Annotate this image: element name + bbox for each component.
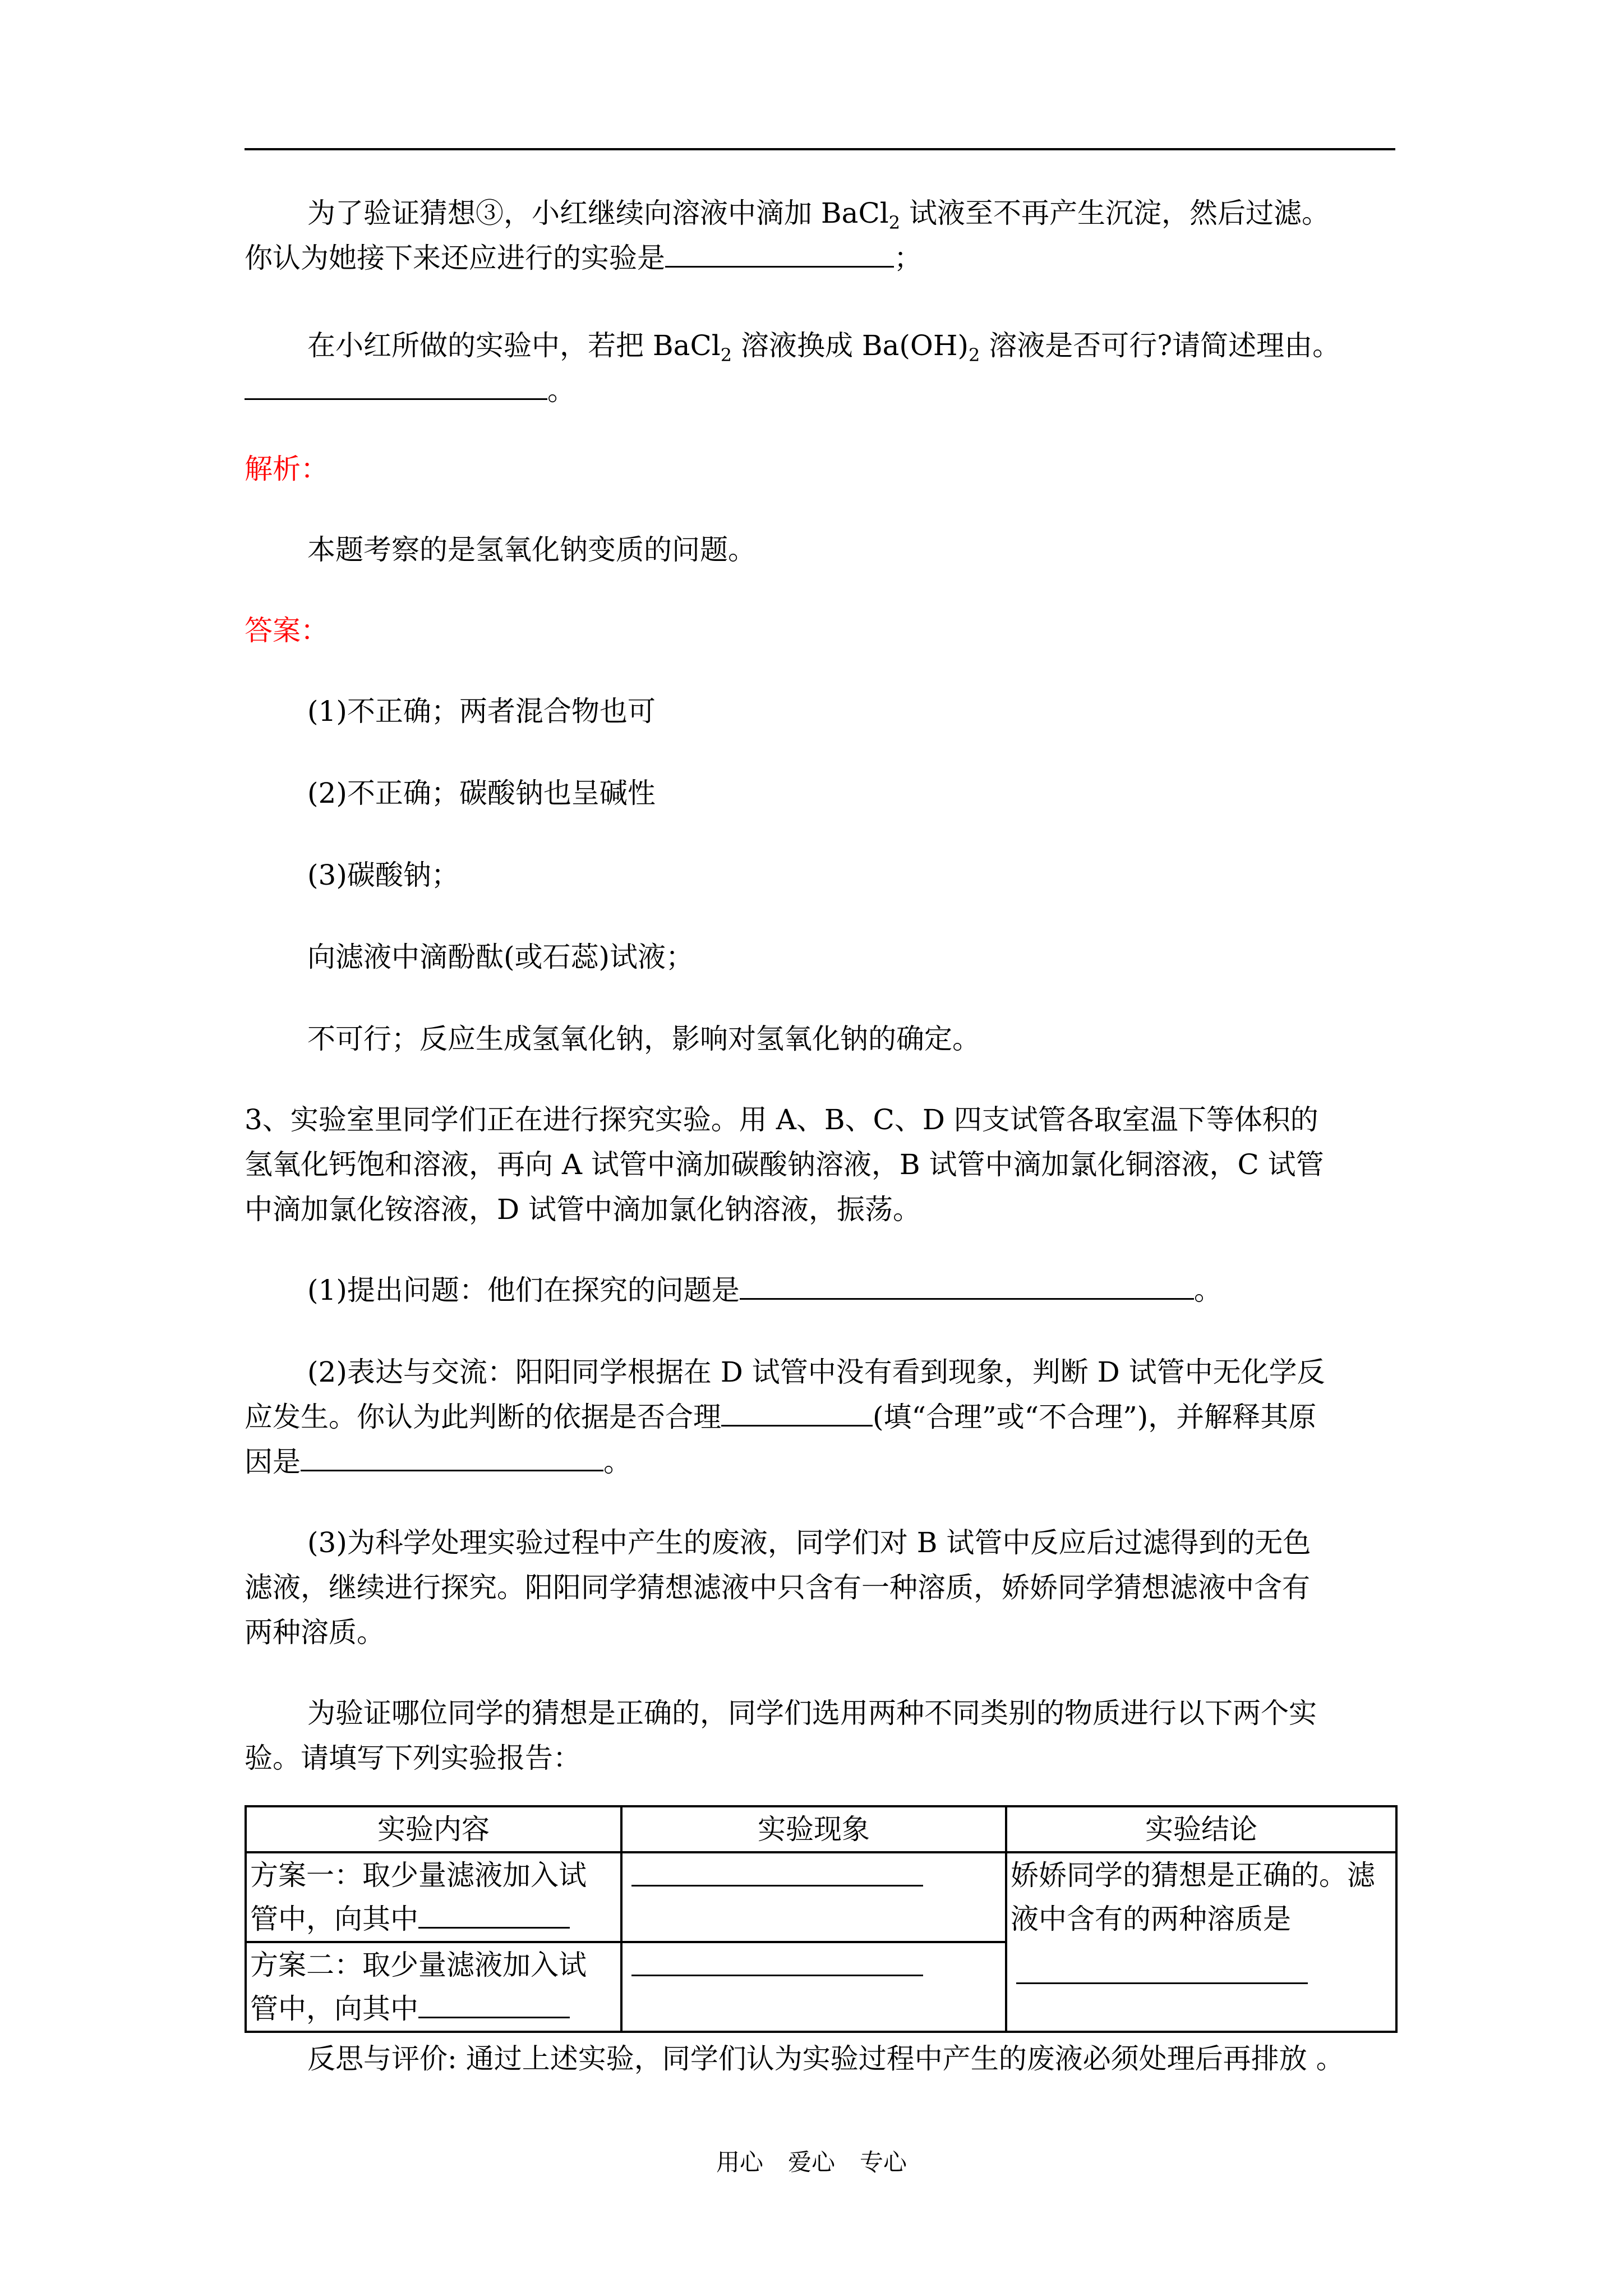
text: 溶液换成 Ba(OH): [732, 329, 969, 362]
question3-part3-line: (3)为科学处理实验过程中产生的废液，同学们对 B 试管中反应后过滤得到的无色: [307, 1526, 1311, 1559]
question3-intro-line: 氢氧化钙饱和溶液，再向 A 试管中滴加碳酸钠溶液，B 试管中滴加氯化铜溶液，C 试管: [245, 1148, 1324, 1181]
text: 管中，向其中: [250, 1993, 418, 2025]
text: 液中含有的两种溶质是: [1011, 1903, 1291, 1935]
question3-part3-line: 两种溶质。: [245, 1616, 385, 1649]
footer-text: 专心: [860, 2148, 907, 2176]
text: 管中，向其中: [250, 1903, 418, 1935]
text: 方案二：取少量滤液加入试: [250, 1949, 587, 1981]
question3-part2-line: [245, 1395, 1395, 1439]
text: 。: [603, 1446, 631, 1478]
table-header: 实验现象: [621, 1806, 1006, 1852]
answer-blank[interactable]: [1016, 1955, 1308, 1984]
table-header: 实验内容: [246, 1806, 621, 1852]
footer-text: 用心: [716, 2148, 763, 2176]
text: 因是: [245, 1446, 301, 1478]
answer-blank[interactable]: [631, 1858, 923, 1887]
question3-part1: [245, 1268, 1395, 1313]
table-header-row: [246, 1806, 1396, 1852]
answer-blank[interactable]: [721, 1398, 873, 1427]
paragraph-next-experiment: [245, 236, 1395, 280]
answer-blank[interactable]: [665, 239, 894, 268]
page-footer: [0, 2144, 1623, 2178]
table-row: [246, 1852, 1396, 1942]
analysis-label: 解析：: [245, 453, 329, 485]
question3-part3-line: 滤液，继续进行探究。阳阳同学猜想滤液中只含有一种溶质，娇娇同学猜想滤液中含有: [245, 1571, 1310, 1604]
answer-label: 答案：: [245, 614, 329, 647]
text: 。: [1193, 1274, 1222, 1306]
plan2-cell: [246, 1942, 621, 2032]
question3-part4-line: 为验证哪位同学的猜想是正确的，同学们选用两种不同类别的物质进行以下两个实: [307, 1697, 1317, 1729]
experiment-report-table: [245, 1805, 1398, 2033]
question3-part4-line: 验。请填写下列实验报告：: [245, 1742, 581, 1774]
paragraph-reason-blank: [245, 368, 1395, 413]
question3-intro-line: 3、实验室里同学们正在进行探究实验。用 A、B、C、D 四支试管各取室温下等体积的: [245, 1103, 1318, 1136]
text: 方案一：取少量滤液加入试: [250, 1859, 587, 1892]
answer-blank[interactable]: [245, 371, 547, 400]
phenomenon-cell: [621, 1942, 1006, 2032]
text: 为了验证猜想③，小红继续向溶液中滴加 BaCl: [307, 197, 889, 229]
answer-blank[interactable]: [418, 1990, 570, 2018]
subscript: 2: [969, 344, 980, 366]
text: ；: [894, 242, 922, 274]
answer-blank[interactable]: [631, 1948, 923, 1976]
text: (填“合理”或“不合理”)，并解释其原: [873, 1401, 1317, 1433]
subscript: 2: [888, 212, 901, 233]
reflection-text: 反思与评价: 通过上述实验，同学们认为实验过程中产生的废液必须处理后再排放 。: [307, 2042, 1344, 2075]
text: 试液至不再产生沉淀，然后过滤。: [900, 197, 1330, 229]
answer-item: 向滤液中滴酚酞(或石蕊)试液；: [307, 941, 694, 973]
answer-item: (2)不正确；碳酸钠也呈碱性: [307, 777, 656, 809]
text: (1)提出问题：他们在探究的问题是: [307, 1274, 740, 1306]
question3-part2-line: [245, 1439, 1395, 1484]
answer-blank[interactable]: [418, 1900, 570, 1929]
conclusion-cell: [1006, 1852, 1396, 2032]
answer-item: (3)碳酸钠；: [307, 859, 459, 891]
header-rule: [245, 148, 1395, 150]
analysis-text: 本题考察的是氢氧化钠变质的问题。: [307, 533, 756, 566]
footer-text: 爱心: [787, 2148, 835, 2176]
text: 你认为她接下来还应进行的实验是: [245, 242, 665, 274]
plan1-cell: [246, 1852, 621, 1942]
question3-intro-line: 中滴加氯化铵溶液，D 试管中滴加氯化钠溶液，振荡。: [245, 1193, 921, 1226]
answer-blank[interactable]: [740, 1271, 1194, 1300]
phenomenon-cell: [621, 1852, 1006, 1942]
text: 。: [547, 374, 575, 407]
text: 在小红所做的实验中，若把 BaCl: [307, 329, 721, 362]
question3-part2-line: (2)表达与交流：阳阳同学根据在 D 试管中没有看到现象，判断 D 试管中无化学反: [307, 1356, 1325, 1388]
text: 应发生。你认为此判断的依据是否合理: [245, 1401, 721, 1433]
subscript: 2: [720, 344, 732, 366]
answer-item: (1)不正确；两者混合物也可: [307, 695, 656, 728]
text: 溶液是否可行?请简述理由。: [980, 329, 1341, 362]
text: 娇娇同学的猜想是正确的。滤: [1011, 1859, 1375, 1892]
answer-item: 不可行；反应生成氢氧化钠，影响对氢氧化钠的确定。: [307, 1023, 980, 1055]
table-header: 实验结论: [1006, 1806, 1396, 1852]
answer-blank[interactable]: [301, 1443, 603, 1471]
